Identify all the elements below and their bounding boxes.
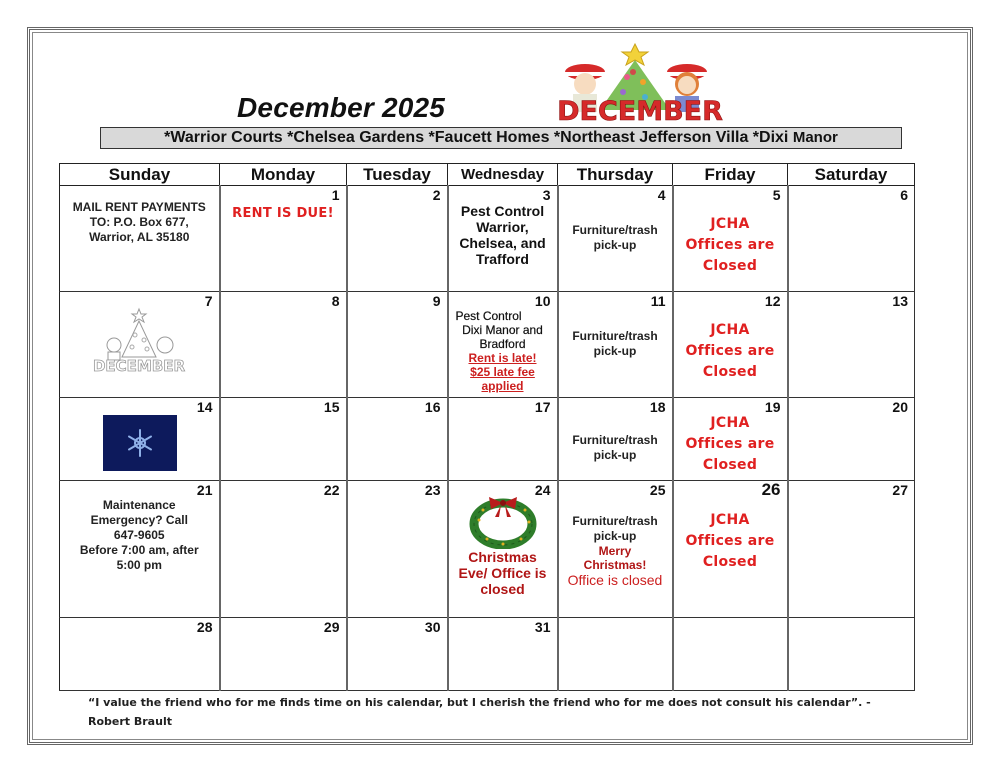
december-coloring-clipart-icon bbox=[92, 307, 187, 375]
day-cell bbox=[220, 481, 347, 618]
day-cell bbox=[220, 618, 347, 691]
day-number: 25 bbox=[649, 482, 666, 498]
day-cell bbox=[673, 292, 788, 398]
day-number: 28 bbox=[196, 619, 213, 635]
quote-text: “I value the friend who for me finds time on his calendar, but I cherish the friend who for me does not consult his calendar”. - bbox=[88, 696, 871, 709]
note-line: Furniture/trash bbox=[572, 223, 658, 237]
day-number: 29 bbox=[323, 619, 340, 635]
late-fee-alert bbox=[449, 351, 557, 393]
weekday-tuesday: Tuesday bbox=[347, 164, 448, 186]
note-line: MAIL RENT PAYMENTS bbox=[72, 200, 206, 214]
offices-closed-note bbox=[674, 214, 787, 277]
offices-closed-note bbox=[674, 510, 787, 573]
note-line: Christmas bbox=[468, 549, 537, 565]
day-cell bbox=[60, 481, 220, 618]
day-cell bbox=[347, 481, 448, 618]
note-line: Maintenance bbox=[102, 498, 176, 512]
svg-text:DECEMBER: DECEMBER bbox=[557, 96, 723, 122]
day-cell bbox=[558, 398, 673, 481]
day-cell bbox=[788, 481, 915, 618]
note-line: Pest Control bbox=[460, 203, 545, 219]
day-cell bbox=[448, 398, 558, 481]
note-line: Warrior, bbox=[476, 219, 529, 235]
day-number: 22 bbox=[323, 482, 340, 498]
note-line: JCHA bbox=[710, 512, 750, 528]
day-cell-empty bbox=[673, 618, 788, 691]
day-number: 15 bbox=[323, 399, 340, 415]
note-line: Emergency? Call bbox=[90, 513, 188, 527]
weekday-header-row bbox=[60, 164, 915, 186]
day-cell bbox=[347, 398, 448, 481]
footer-quote bbox=[88, 693, 918, 731]
day-cell bbox=[347, 618, 448, 691]
snowflake-icon bbox=[103, 415, 177, 471]
trash-pickup-note bbox=[559, 223, 672, 253]
day-cell bbox=[673, 186, 788, 292]
note-line: JCHA bbox=[710, 216, 750, 232]
note-line: Furniture/trash bbox=[572, 514, 658, 528]
day-number: 17 bbox=[534, 399, 551, 415]
note-line: Closed bbox=[702, 258, 758, 274]
day-cell-empty bbox=[788, 618, 915, 691]
day-cell bbox=[788, 398, 915, 481]
day-cell bbox=[788, 186, 915, 292]
day-cell bbox=[558, 186, 673, 292]
note-line: Furniture/trash bbox=[572, 329, 658, 343]
day-number: 11 bbox=[650, 293, 666, 309]
maintenance-emergency-note bbox=[60, 498, 219, 573]
office-closed-note: Office is closed bbox=[567, 572, 663, 588]
note-line: pick-up bbox=[593, 448, 637, 462]
pest-control-note bbox=[449, 309, 557, 351]
merry-christmas-note bbox=[559, 544, 672, 572]
note-line: closed bbox=[480, 581, 525, 597]
weekday-thursday: Thursday bbox=[558, 164, 673, 186]
day-number: 13 bbox=[892, 293, 908, 309]
note-line: Closed bbox=[702, 364, 758, 380]
day-number: 26 bbox=[761, 480, 781, 499]
day-number: 3 bbox=[542, 187, 551, 203]
day-number: 21 bbox=[196, 482, 213, 498]
properties-list: *Warrior Courts *Chelsea Gardens *Faucett Homes *Northeast Jefferson Villa *Dixi bbox=[164, 129, 789, 146]
weekday-saturday: Saturday bbox=[788, 164, 915, 186]
note-line: pick-up bbox=[593, 344, 637, 358]
note-line: Bradford bbox=[479, 337, 526, 351]
day-cell bbox=[60, 186, 220, 292]
day-number: 30 bbox=[424, 619, 441, 635]
day-cell bbox=[788, 292, 915, 398]
trash-pickup-note bbox=[559, 514, 672, 544]
day-number: 10 bbox=[534, 293, 551, 309]
pest-control-note bbox=[449, 203, 557, 267]
note-line: TO: P.O. Box 677, bbox=[89, 215, 189, 229]
weekday-friday: Friday bbox=[673, 164, 788, 186]
day-cell bbox=[448, 186, 558, 292]
week-row bbox=[60, 481, 915, 618]
christmas-eve-note bbox=[449, 549, 557, 597]
svg-text:DECEMBER: DECEMBER bbox=[92, 357, 185, 375]
note-line: JCHA bbox=[710, 415, 750, 431]
trash-pickup-note bbox=[559, 433, 672, 463]
weekday-wednesday: Wednesday bbox=[448, 164, 558, 186]
alert-line: $25 late fee bbox=[470, 365, 535, 379]
note-line: Pest Control bbox=[455, 309, 522, 323]
day-number: 8 bbox=[331, 293, 340, 309]
note-line: Trafford bbox=[476, 251, 529, 267]
note-line: pick-up bbox=[593, 529, 637, 543]
day-number: 9 bbox=[432, 293, 441, 309]
day-cell bbox=[673, 398, 788, 481]
rent-due-note: RENT IS DUE! bbox=[232, 206, 334, 221]
day-number: 2 bbox=[432, 187, 441, 203]
note-line: Offices are bbox=[685, 533, 775, 549]
day-cell bbox=[673, 481, 788, 618]
note-line: Offices are bbox=[685, 237, 775, 253]
quote-author: Robert Brault bbox=[88, 715, 172, 728]
day-cell bbox=[220, 186, 347, 292]
week-row bbox=[60, 618, 915, 691]
day-number: 16 bbox=[424, 399, 441, 415]
note-line: Closed bbox=[702, 457, 758, 473]
day-cell bbox=[347, 186, 448, 292]
day-number: 6 bbox=[900, 187, 908, 203]
properties-list-tail: Manor bbox=[792, 129, 838, 146]
note-line: Warrior, AL 35180 bbox=[89, 230, 190, 244]
note-line: 647-9605 bbox=[113, 528, 165, 542]
day-number: 27 bbox=[892, 482, 908, 498]
offices-closed-note bbox=[674, 320, 787, 383]
day-cell bbox=[448, 481, 558, 618]
day-cell bbox=[558, 292, 673, 398]
day-number: 19 bbox=[764, 399, 781, 415]
note-line: Closed bbox=[702, 554, 758, 570]
day-number: 4 bbox=[657, 187, 666, 203]
mail-payments-note bbox=[60, 200, 219, 245]
note-line: Dixi Manor and bbox=[462, 323, 543, 337]
calendar-grid bbox=[59, 163, 915, 691]
weekday-sunday: Sunday bbox=[60, 164, 220, 186]
note-line: Merry bbox=[598, 544, 632, 558]
note-line: Offices are bbox=[685, 436, 775, 452]
note-line: Chelsea, and bbox=[459, 235, 546, 251]
day-cell bbox=[60, 292, 220, 398]
day-number: 23 bbox=[424, 482, 441, 498]
day-number: 7 bbox=[204, 293, 213, 309]
note-line: JCHA bbox=[710, 322, 750, 338]
day-number: 14 bbox=[196, 399, 213, 415]
trash-pickup-note bbox=[559, 329, 672, 359]
day-number: 1 bbox=[331, 187, 340, 203]
page-title: December 2025 bbox=[237, 92, 446, 123]
day-cell bbox=[347, 292, 448, 398]
day-cell bbox=[448, 618, 558, 691]
alert-line: applied bbox=[481, 379, 524, 393]
day-number: 18 bbox=[649, 399, 666, 415]
properties-bar bbox=[100, 127, 902, 149]
day-cell bbox=[448, 292, 558, 398]
note-line: Offices are bbox=[685, 343, 775, 359]
december-banner-clipart-icon bbox=[515, 42, 765, 122]
christmas-wreath-icon bbox=[469, 495, 537, 549]
day-number: 5 bbox=[772, 187, 781, 203]
note-line: Furniture/trash bbox=[572, 433, 658, 447]
day-number: 31 bbox=[534, 619, 551, 635]
note-line: Christmas! bbox=[583, 558, 647, 572]
day-cell bbox=[60, 618, 220, 691]
week-row bbox=[60, 292, 915, 398]
week-row bbox=[60, 398, 915, 481]
day-cell bbox=[558, 481, 673, 618]
note-line: Eve/ Office is bbox=[458, 565, 547, 581]
offices-closed-note bbox=[674, 413, 787, 476]
day-number: 20 bbox=[892, 399, 908, 415]
day-cell bbox=[60, 398, 220, 481]
week-row bbox=[60, 186, 915, 292]
weekday-monday: Monday bbox=[220, 164, 347, 186]
alert-line: Rent is late! bbox=[468, 351, 537, 365]
note-line: Before 7:00 am, after bbox=[79, 543, 199, 557]
day-number: 24 bbox=[534, 482, 551, 498]
day-cell bbox=[220, 292, 347, 398]
day-cell bbox=[220, 398, 347, 481]
note-line: pick-up bbox=[593, 238, 637, 252]
day-cell-empty bbox=[558, 618, 673, 691]
note-line: 5:00 pm bbox=[116, 558, 162, 572]
day-number: 12 bbox=[764, 293, 781, 309]
